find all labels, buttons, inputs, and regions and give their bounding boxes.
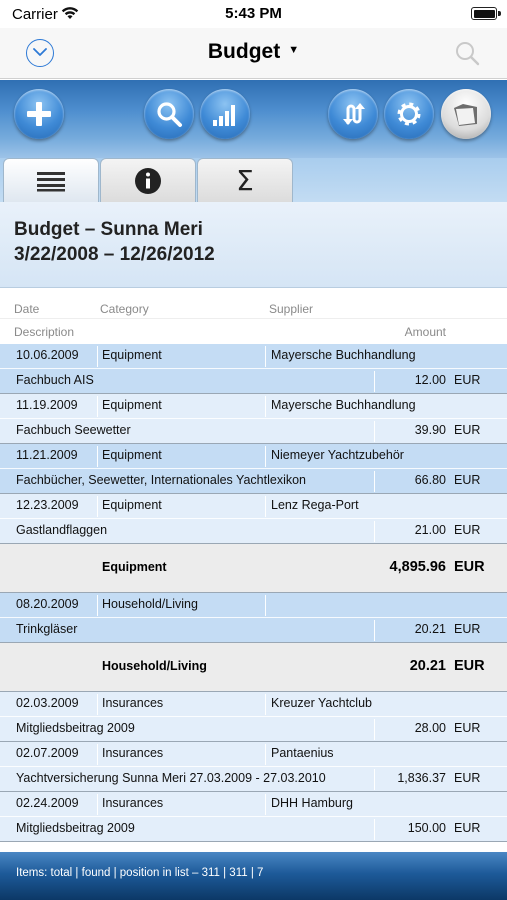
tab-list[interactable] <box>3 158 99 202</box>
row-amount: 1,836.37 <box>397 771 446 785</box>
item-counter: Items: total | found | position in list – 311 | 311 | 7 <box>16 867 264 879</box>
row-category: Equipment <box>102 498 162 512</box>
category-total-amount: 4,895.96 <box>389 559 446 575</box>
info-icon <box>134 167 162 195</box>
sync-icon <box>339 100 367 128</box>
row-date: 08.20.2009 <box>16 597 79 611</box>
column-category: Category <box>100 302 149 316</box>
row-supplier: Mayersche Buchhandlung <box>271 348 416 362</box>
category-total-currency: EUR <box>454 559 485 575</box>
battery-icon <box>471 7 497 20</box>
folder-icon <box>451 100 481 128</box>
table-row[interactable] <box>0 792 507 842</box>
row-category: Equipment <box>102 448 162 462</box>
table-row[interactable] <box>0 344 507 394</box>
row-description: Trinkgläser <box>16 622 78 636</box>
row-category: Equipment <box>102 348 162 362</box>
row-category: Insurances <box>102 696 164 710</box>
category-total-amount: 20.21 <box>409 658 446 674</box>
status-bar <box>0 0 507 28</box>
budget-title: Budget – Sunna Meri <box>14 219 203 240</box>
row-currency: EUR <box>454 821 481 835</box>
table-row[interactable] <box>0 742 507 792</box>
files-button[interactable] <box>441 89 491 139</box>
row-currency: EUR <box>454 622 481 636</box>
page-title: Budget <box>207 40 281 63</box>
footer-bar <box>0 852 507 900</box>
row-description: Gastlandflaggen <box>16 523 108 537</box>
sync-button[interactable] <box>328 89 378 139</box>
row-description: Mitgliedsbeitrag 2009 <box>16 821 135 835</box>
row-currency: EUR <box>454 771 481 785</box>
row-supplier: Kreuzer Yachtclub <box>271 696 372 710</box>
navigation-bar <box>0 28 507 79</box>
category-total-label: Equipment <box>102 560 167 574</box>
row-supplier <box>271 593 501 618</box>
caret-down-icon: ▼ <box>288 44 300 57</box>
budget-table <box>0 344 507 851</box>
category-total-currency: EUR <box>454 658 485 674</box>
table-row[interactable] <box>0 394 507 444</box>
row-currency: EUR <box>454 373 481 387</box>
row-currency: EUR <box>454 423 481 437</box>
row-supplier: Pantaenius <box>271 746 334 760</box>
row-currency: EUR <box>454 721 481 735</box>
row-currency: EUR <box>454 523 481 537</box>
row-date: 10.06.2009 <box>16 348 79 362</box>
column-headers <box>0 288 507 344</box>
row-date: 12.23.2009 <box>16 498 79 512</box>
bar-chart-icon <box>211 101 239 127</box>
row-amount: 150.00 <box>407 821 446 835</box>
row-supplier: Mayersche Buchhandlung <box>271 398 416 412</box>
title-dropdown[interactable] <box>0 40 507 64</box>
budget-header <box>0 202 507 288</box>
table-row[interactable] <box>0 444 507 494</box>
row-description: Fachbuch AIS <box>16 373 94 387</box>
search-icon <box>155 100 183 128</box>
row-amount: 21.00 <box>414 523 446 537</box>
column-date: Date <box>14 302 40 316</box>
row-amount: 28.00 <box>414 721 446 735</box>
row-date: 02.24.2009 <box>16 796 79 810</box>
carrier-label: Carrier <box>12 6 58 23</box>
sigma-icon: Σ <box>236 164 254 197</box>
gear-icon <box>394 99 424 129</box>
column-amount: Amount <box>404 325 446 339</box>
table-row[interactable] <box>0 494 507 544</box>
statistics-button[interactable] <box>200 89 250 139</box>
row-description: Mitgliedsbeitrag 2009 <box>16 721 135 735</box>
divider <box>0 318 507 319</box>
category-total-row <box>0 643 507 692</box>
row-category: Household/Living <box>102 597 198 611</box>
row-category: Insurances <box>102 746 164 760</box>
toolbar <box>0 80 507 158</box>
table-row[interactable] <box>0 692 507 742</box>
column-supplier: Supplier <box>269 302 314 316</box>
row-amount: 12.00 <box>414 373 446 387</box>
tab-bar <box>0 158 507 202</box>
row-amount: 66.80 <box>414 473 446 487</box>
row-category: Equipment <box>102 398 162 412</box>
plus-icon <box>25 100 53 128</box>
search-icon[interactable] <box>453 39 481 67</box>
row-description: Fachbuch Seewetter <box>16 423 131 437</box>
row-supplier: Lenz Rega-Port <box>271 498 359 512</box>
budget-period: 3/22/2008 – 12/26/2012 <box>14 244 215 265</box>
settings-button[interactable] <box>384 89 434 139</box>
row-date: 11.19.2009 <box>16 398 78 412</box>
search-button[interactable] <box>144 89 194 139</box>
column-description: Description <box>14 325 75 339</box>
row-category: Insurances <box>102 796 164 810</box>
row-description: Fachbücher, Seewetter, Internationales Yachtlexikon <box>16 473 306 487</box>
row-supplier: DHH Hamburg <box>271 796 353 810</box>
tab-summary[interactable] <box>197 158 293 202</box>
tab-info[interactable] <box>100 158 196 202</box>
category-total-label: Household/Living <box>102 659 207 673</box>
row-date: 11.21.2009 <box>16 448 78 462</box>
row-amount: 39.90 <box>414 423 446 437</box>
table-row[interactable] <box>0 593 507 643</box>
row-amount: 20.21 <box>414 622 446 636</box>
row-date: 02.07.2009 <box>16 746 79 760</box>
row-date: 02.03.2009 <box>16 696 79 710</box>
clock: 5:43 PM <box>225 5 282 22</box>
add-button[interactable] <box>14 89 64 139</box>
row-currency: EUR <box>454 473 481 487</box>
list-icon <box>36 170 66 192</box>
row-supplier: Niemeyer Yachtzubehör <box>271 448 404 462</box>
category-total-row <box>0 544 507 593</box>
row-description: Yachtversicherung Sunna Meri 27.03.2009 - 27.03.2010 <box>16 771 326 785</box>
